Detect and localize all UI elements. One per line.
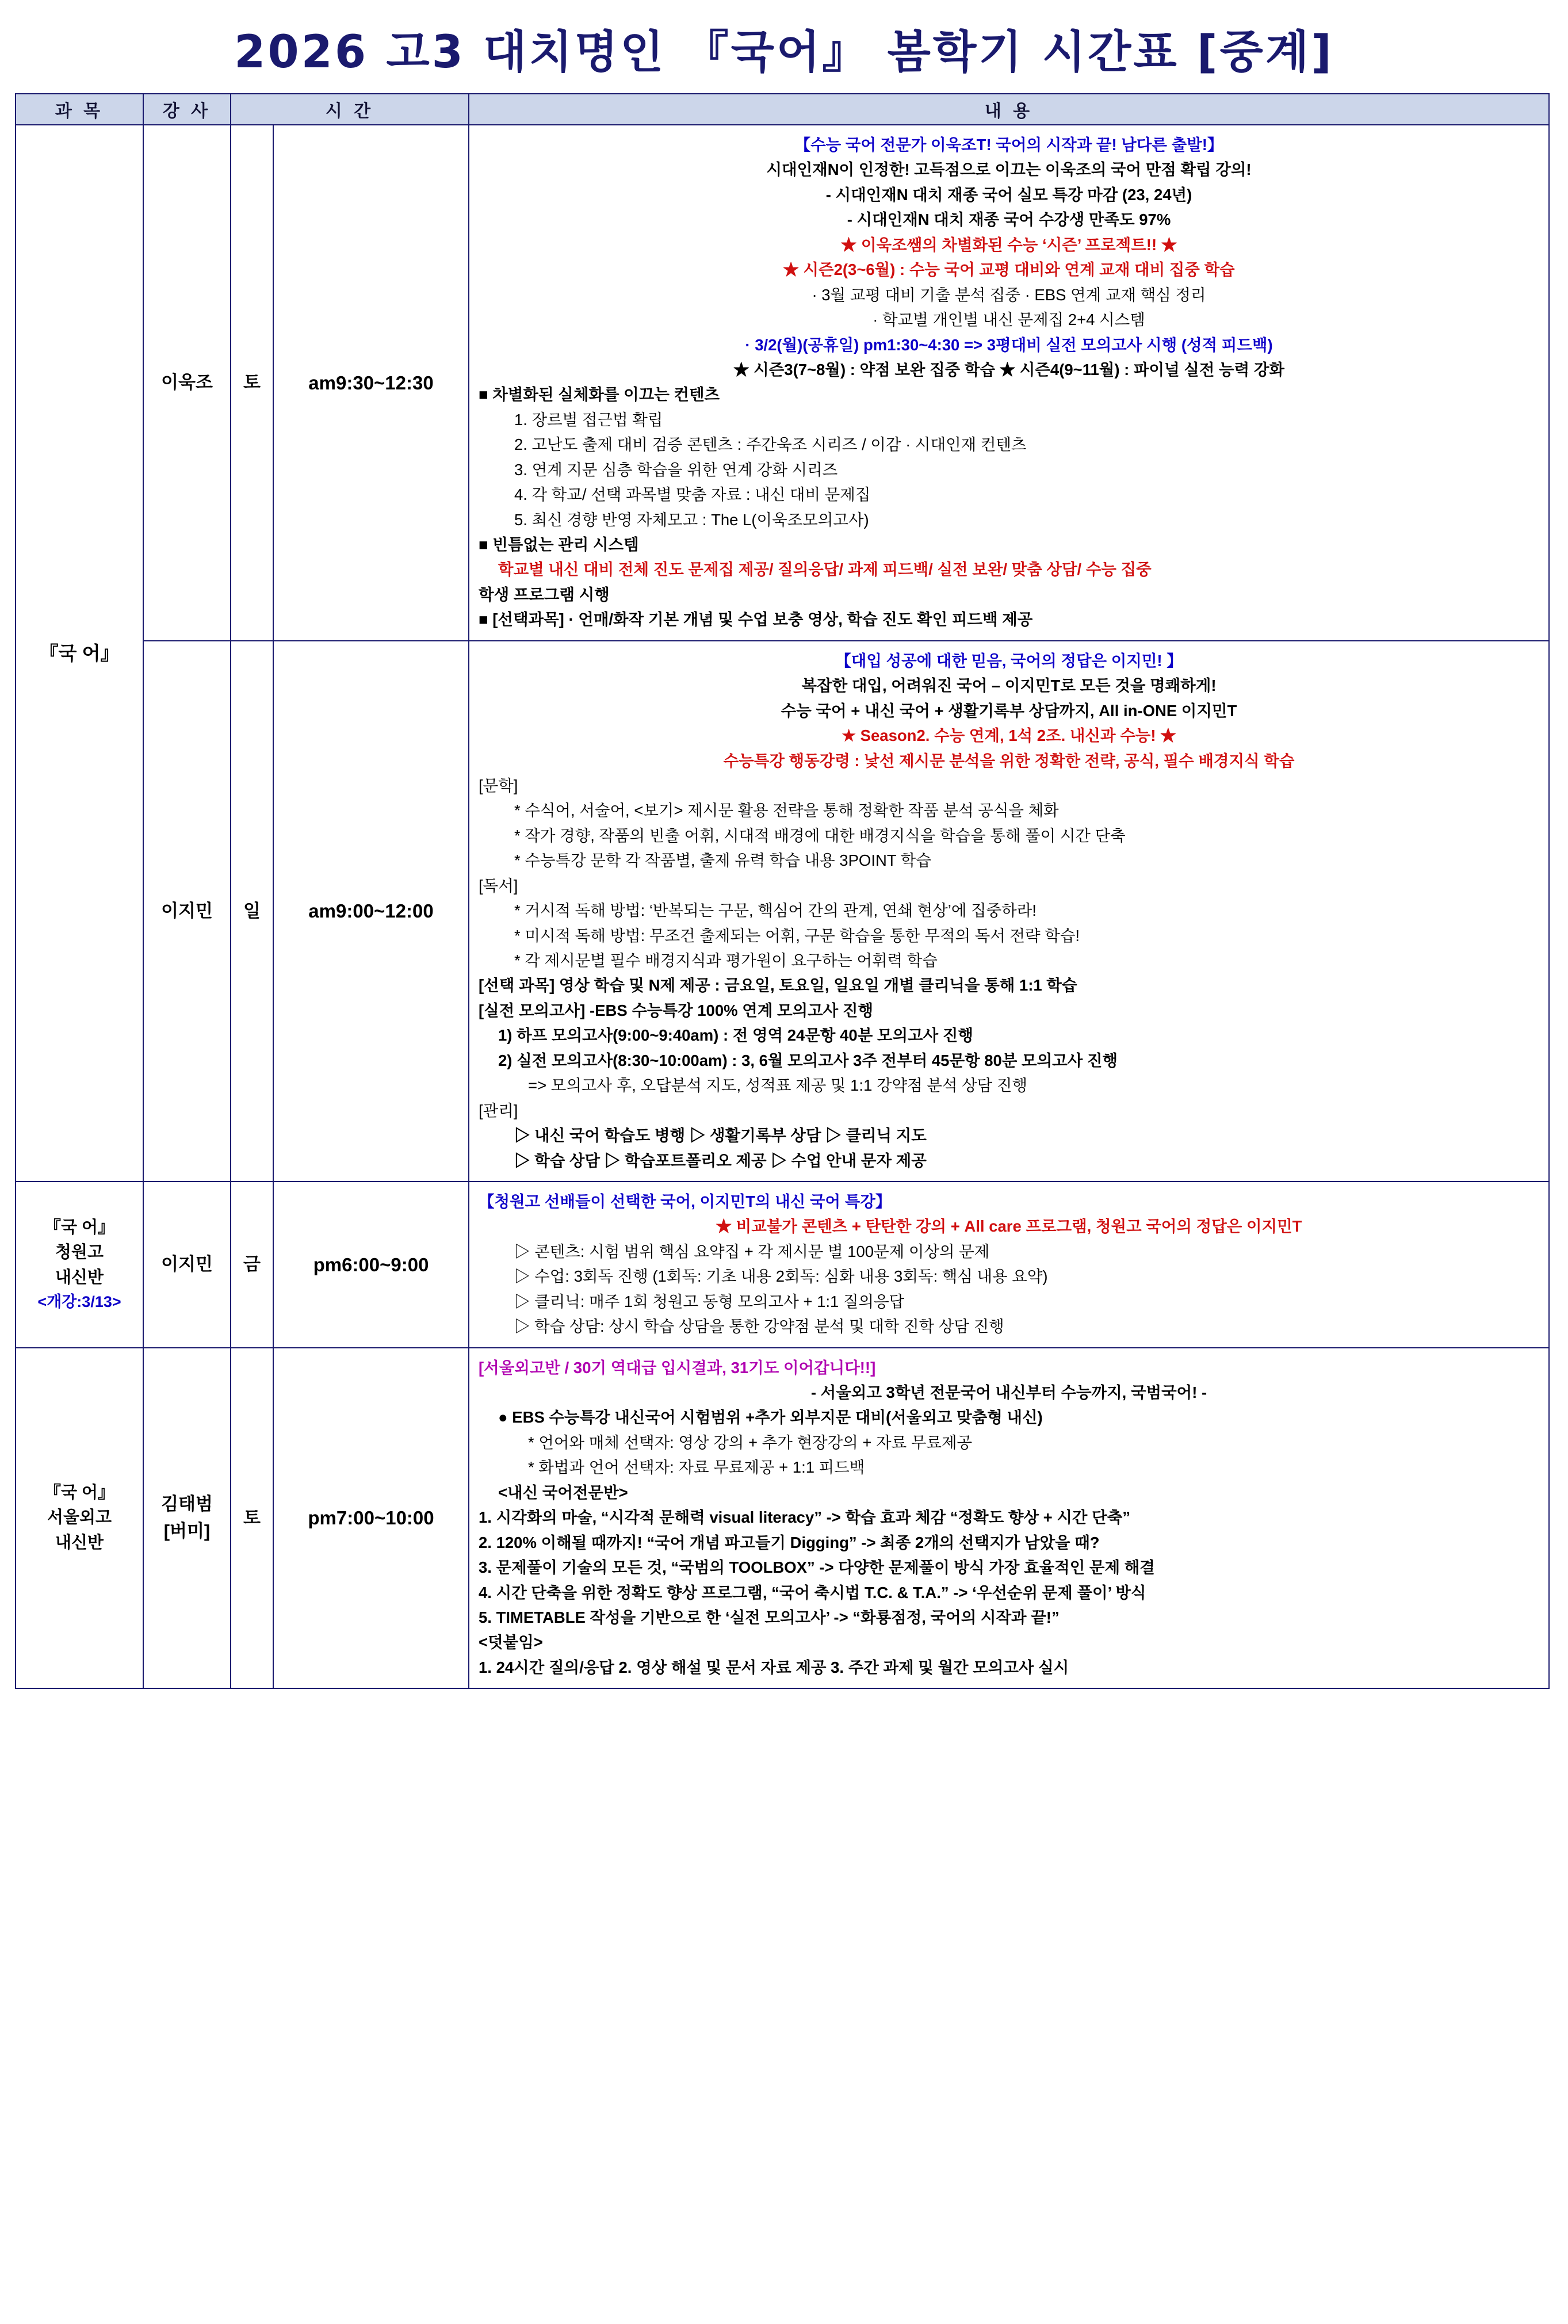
content-line: <내신 국어전문반> bbox=[498, 1483, 628, 1501]
content-line: 복잡한 대입, 어려워진 국어 – 이지민T로 모든 것을 명쾌하게! bbox=[801, 676, 1217, 695]
content-line: [문학] bbox=[479, 776, 518, 794]
content-line: 1) 하프 모의고사(9:00~9:40am) : 전 영역 24문항 40분 모의고사 진행 bbox=[498, 1026, 973, 1045]
open-date: <개강:3/13> bbox=[37, 1293, 121, 1311]
content-line: ■ [선택과목] · 언매/화작 기본 개념 및 수업 보충 영상, 학습 진도 확인 피드백 제공 bbox=[479, 610, 1033, 629]
content-line: 3. 연계 지문 심층 학습을 위한 연계 강화 시리즈 bbox=[514, 460, 838, 479]
time-cell: am9:00~12:00 bbox=[273, 641, 469, 1182]
table-row bbox=[16, 1182, 1549, 1348]
content-line: 4. 각 학교/ 선택 과목별 맞춤 자료 : 내신 대비 문제집 bbox=[514, 486, 871, 504]
content-line: ★ 시즌2(3~6월) : 수능 국어 교평 대비와 연계 교재 대비 집중 학습 bbox=[783, 261, 1235, 279]
content-line: ▷ 콘텐츠: 시험 범위 핵심 요약집 + 각 제시문 별 100문제 이상의 문제 bbox=[514, 1242, 990, 1260]
content-line: * 언어와 매체 선택자: 영상 강의 + 추가 현장강의 + 자료 무료제공 bbox=[528, 1433, 973, 1451]
subject-cell bbox=[16, 1348, 143, 1689]
content-line: [독서] bbox=[479, 876, 518, 895]
table-row bbox=[16, 125, 1549, 641]
subject-line: 내신반 bbox=[55, 1268, 104, 1287]
content-line: [관리] bbox=[479, 1101, 518, 1119]
course-content bbox=[469, 1348, 1549, 1689]
content-line: · 3월 교평 대비 기출 분석 집중 · EBS 연계 교재 핵심 정리 bbox=[812, 285, 1206, 304]
content-line: * 미시적 독해 방법: 무조건 출제되는 어휘, 구문 학습을 통한 무적의 독서 전략 학습! bbox=[514, 926, 1080, 945]
content-line: - 시대인재N 대치 재종 국어 수강생 만족도 97% bbox=[847, 211, 1171, 229]
content-line: 【청원고 선배들이 선택한 국어, 이지민T의 내신 국어 특강】 bbox=[479, 1192, 892, 1210]
subject-line: 서울외고 bbox=[47, 1508, 112, 1527]
content-line: 5. 최신 경향 반영 자체모고 : The L(이욱조모의고사) bbox=[514, 510, 869, 529]
course-content bbox=[469, 641, 1549, 1182]
header-subject: 과 목 bbox=[16, 94, 143, 125]
teacher-cell bbox=[143, 125, 231, 641]
content-line: 2) 실전 모의고사(8:30~10:00am) : 3, 6월 모의고사 3주 전부터 45문항 80분 모의고사 진행 bbox=[498, 1051, 1118, 1069]
content-line: 2. 120% 이해될 때까지! “국어 개념 파고들기 Digging” -> 최종 2개의 선택지가 남았을 때? bbox=[479, 1533, 1100, 1551]
teacher-cell bbox=[143, 1348, 231, 1689]
subject-line: 『국 어』 bbox=[44, 1483, 115, 1502]
content-line: ★ Season2. 수능 연계, 1석 2조. 내신과 수능! ★ bbox=[842, 727, 1176, 745]
subject-cell bbox=[16, 1182, 143, 1348]
subject-cell: 『국 어』 bbox=[16, 125, 143, 1182]
content-line: * 수능특강 문학 각 작품별, 출제 유력 학습 내용 3POINT 학습 bbox=[514, 851, 931, 870]
teacher-line: 이지민 bbox=[161, 900, 213, 921]
content-line: 1. 24시간 질의/응답 2. 영상 해설 및 문서 자료 제공 3. 주간 과제 및 월간 모의고사 실시 bbox=[479, 1658, 1069, 1676]
content-line: 1. 장르별 접근법 확립 bbox=[514, 410, 663, 429]
teacher-line: 이욱조 bbox=[161, 372, 213, 393]
content-line: ● EBS 수능특강 내신국어 시험범위 +추가 외부지문 대비(서울외고 맞춤형 내신) bbox=[498, 1408, 1043, 1427]
schedule-table bbox=[15, 93, 1550, 1689]
subject-line: 내신반 bbox=[55, 1533, 104, 1552]
content-line: ▷ 수업: 3회독 진행 (1회독: 기초 내용 2회독: 심화 내용 3회독: 핵심 내용 요약) bbox=[514, 1267, 1048, 1286]
content-line: 4. 시간 단축을 위한 정확도 향상 프로그램, “국어 축시법 T.C. & T.A.” -> ‘우선순위 문제 풀이’ 방식 bbox=[479, 1583, 1146, 1601]
content-line: * 화법과 언어 선택자: 자료 무료제공 + 1:1 피드백 bbox=[528, 1458, 865, 1477]
content-line: 수능 국어 + 내신 국어 + 생활기록부 상담까지, All in-ONE 이지민T bbox=[781, 701, 1237, 720]
content-line: ▷ 내신 국어 학습도 병행 ▷ 생활기록부 상담 ▷ 클리닉 지도 bbox=[514, 1126, 927, 1145]
content-line: 학교별 내신 대비 전체 진도 문제집 제공/ 질의응답/ 과제 피드백/ 실전 보완/ 맞춤 상담/ 수능 집중 bbox=[498, 560, 1152, 579]
content-line: 수능특강 행동강령 : 낯선 제시문 분석을 위한 정확한 전략, 공식, 필수 배경지식 학습 bbox=[723, 751, 1295, 770]
content-line: ■ 차별화된 실체화를 이끄는 컨텐츠 bbox=[479, 385, 720, 404]
content-line: * 작가 경향, 작품의 빈출 어휘, 시대적 배경에 대한 배경지식을 학습을 통해 풀이 시간 단축 bbox=[514, 826, 1126, 844]
content-line: [실전 모의고사] -EBS 수능특강 100% 연계 모의고사 진행 bbox=[479, 1001, 874, 1019]
header-content: 내 용 bbox=[469, 94, 1549, 125]
content-line: · 학교별 개인별 내신 문제집 2+4 시스템 bbox=[873, 311, 1145, 329]
day-cell: 토 bbox=[231, 125, 273, 641]
time-cell: pm6:00~9:00 bbox=[273, 1182, 469, 1348]
content-line: * 각 제시문별 필수 배경지식과 평가원이 요구하는 어휘력 학습 bbox=[514, 951, 938, 969]
content-line: ▷ 클리닉: 매주 1회 청원고 동형 모의고사 + 1:1 질의응답 bbox=[514, 1292, 905, 1310]
content-line: 【수능 국어 전문가 이욱조T! 국어의 시작과 끝! 남다른 출발!】 bbox=[794, 136, 1223, 154]
content-line: ▷ 학습 상담: 상시 학습 상담을 통한 강약점 분석 및 대학 진학 상담 진행 bbox=[514, 1317, 1004, 1336]
content-line: ▷ 학습 상담 ▷ 학습포트폴리오 제공 ▷ 수업 안내 문자 제공 bbox=[514, 1151, 927, 1169]
teacher-line: 이지민 bbox=[161, 1254, 213, 1274]
content-line: ★ 시즌3(7~8월) : 약점 보완 집중 학습 ★ 시즌4(9~11월) : 파이널 실전 능력 강화 bbox=[733, 360, 1284, 379]
content-line: ■ 빈틈없는 관리 시스템 bbox=[479, 536, 639, 553]
table-row bbox=[16, 1348, 1549, 1689]
content-line: [서울외고반 / 30기 역대급 입시결과, 31기도 이어갑니다!!] bbox=[479, 1358, 876, 1377]
subject-line: 『국 어』 bbox=[44, 1218, 115, 1237]
content-line: 【대입 성공에 대한 믿음, 국어의 정답은 이지민! 】 bbox=[835, 651, 1183, 670]
header-time: 시 간 bbox=[231, 94, 469, 125]
content-line: 5. TIMETABLE 작성을 기반으로 한 ‘실전 모의고사’ -> “화룡점정, 국어의 시작과 끝!” bbox=[479, 1608, 1060, 1626]
content-line: 시대인재N이 인정한! 고득점으로 이끄는 이욱조의 국어 만점 확립 강의! bbox=[766, 160, 1252, 179]
content-line: => 모의고사 후, 오답분석 지도, 성적표 제공 및 1:1 강약점 분석 상담 진행 bbox=[528, 1076, 1028, 1095]
time-cell: am9:30~12:30 bbox=[273, 125, 469, 641]
content-line: - 시대인재N 대치 재종 국어 실모 특강 마감 (23, 24년) bbox=[825, 185, 1192, 204]
time-cell: pm7:00~10:00 bbox=[273, 1348, 469, 1689]
subject-line: 청원고 bbox=[55, 1243, 104, 1262]
course-content bbox=[469, 1182, 1549, 1348]
content-line: * 수식어, 서술어, <보기> 제시문 활용 전략을 통해 정확한 작품 분석 공식을 체화 bbox=[514, 801, 1059, 820]
content-line: ★ 이욱조쌤의 차별화된 수능 ‘시즌’ 프로젝트!! ★ bbox=[840, 235, 1177, 254]
content-line: · 3/2(월)(공휴일) pm1:30~4:30 => 3평대비 실전 모의고사 시행 (성적 피드백) bbox=[745, 335, 1273, 354]
teacher-cell bbox=[143, 1182, 231, 1348]
teacher-cell bbox=[143, 641, 231, 1182]
day-cell: 일 bbox=[231, 641, 273, 1182]
content-line: [선택 과목] 영상 학습 및 N제 제공 : 금요일, 토요일, 일요일 개별 클리닉을 통해 1:1 학습 bbox=[479, 976, 1077, 995]
table-body bbox=[16, 125, 1549, 1688]
content-line: 3. 문제풀이 기술의 모든 것, “국범의 TOOLBOX” -> 다양한 문제풀이 방식 가장 효율적인 문제 해결 bbox=[479, 1558, 1155, 1577]
day-cell: 금 bbox=[231, 1182, 273, 1348]
header-teacher: 강 사 bbox=[143, 94, 231, 125]
content-line: - 서울외고 3학년 전문국어 내신부터 수능까지, 국범국어! - bbox=[810, 1383, 1207, 1401]
content-line: 학생 프로그램 시행 bbox=[479, 585, 610, 603]
teacher-line: 김태범 bbox=[161, 1494, 213, 1515]
day-cell: 토 bbox=[231, 1348, 273, 1689]
content-line: * 거시적 독해 방법: ‘반복되는 구문, 핵심어 간의 관계, 연쇄 현상’에 집중하라! bbox=[514, 901, 1037, 920]
content-line: 1. 시각화의 마술, “시각적 문해력 visual literacy” -> 학습 효과 체감 “정확도 향상 + 시간 단축” bbox=[479, 1508, 1131, 1527]
page-title: 2026 고3 대치명인 『국어』 봄학기 시간표 [중계] bbox=[234, 26, 1334, 78]
content-line: <덧붙임> bbox=[479, 1633, 543, 1652]
course-content bbox=[469, 125, 1549, 641]
teacher-line: [버미] bbox=[163, 1520, 211, 1541]
content-line: 2. 고난도 출제 대비 검증 콘텐츠 : 주간욱조 시리즈 / 이감 · 시대인재 컨텐츠 bbox=[514, 435, 1027, 454]
table-row bbox=[16, 641, 1549, 1182]
table-header-row bbox=[16, 94, 1549, 125]
content-line: ★ 비교불가 콘텐츠 + 탄탄한 강의 + All care 프로그램, 청원고 국어의 정답은 이지민T bbox=[716, 1217, 1302, 1236]
